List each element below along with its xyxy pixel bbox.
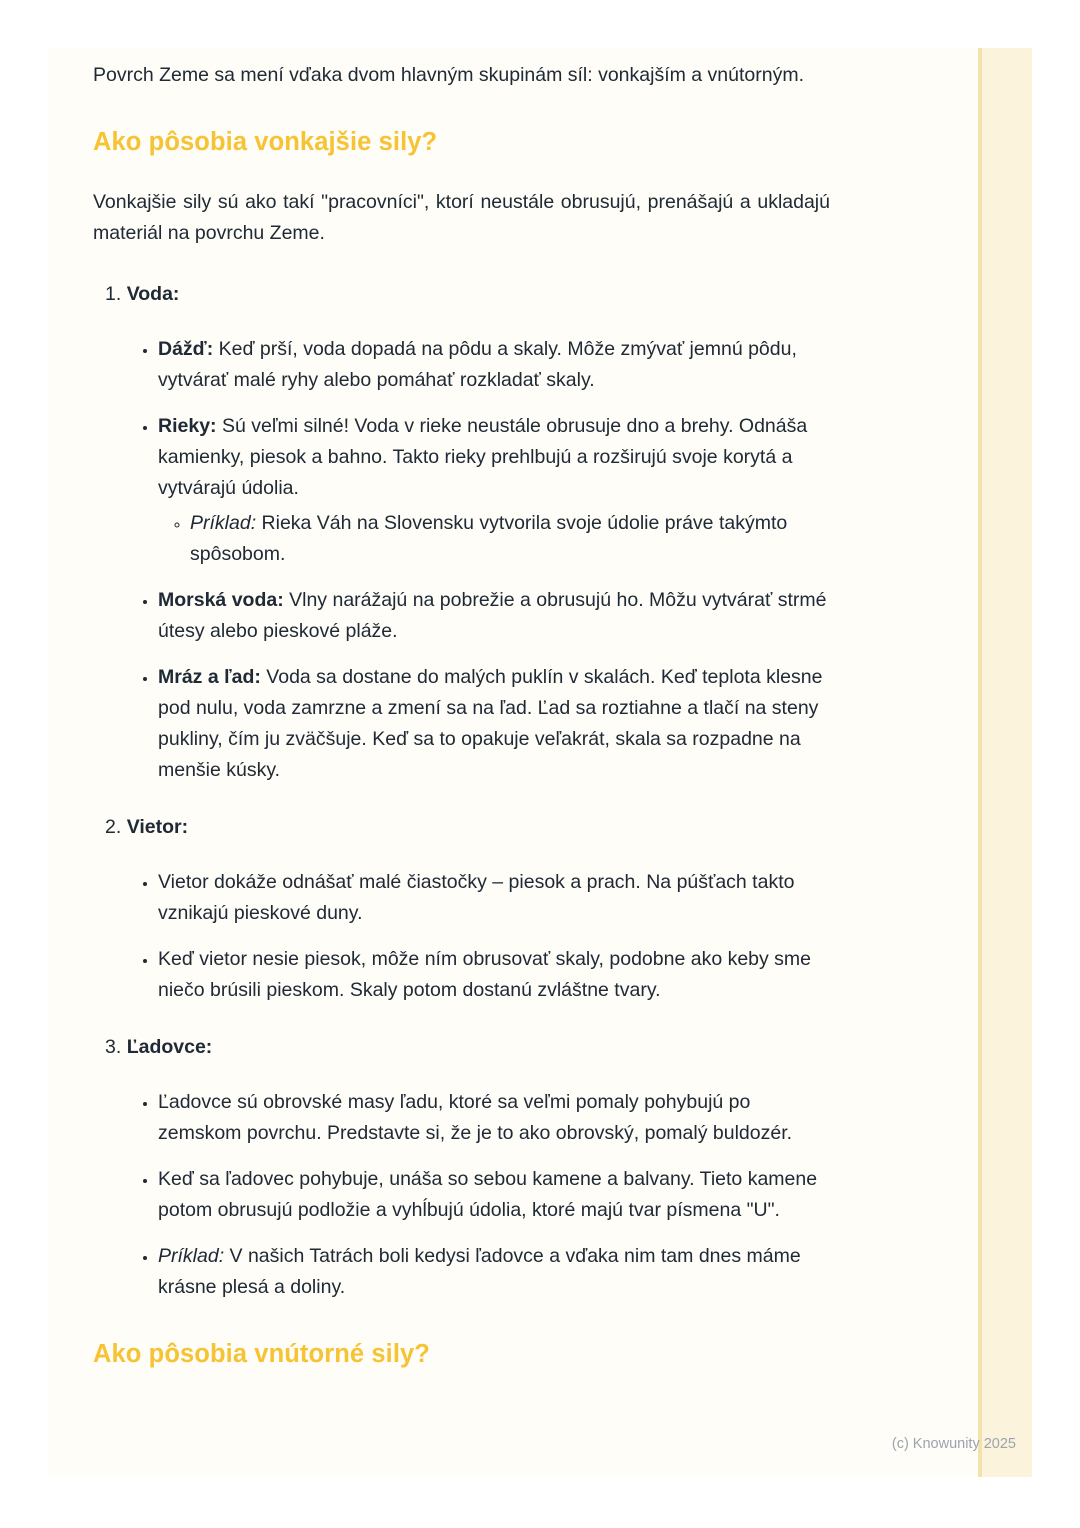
example-sublist	[158, 508, 830, 570]
list-item	[158, 585, 830, 647]
numbered-item-voda	[93, 279, 830, 310]
list-item	[158, 1164, 830, 1226]
bullet-term: Dážď:	[158, 338, 214, 360]
item-number: 2.	[105, 816, 122, 838]
list-item	[158, 411, 830, 570]
list-item	[158, 944, 830, 1006]
bullet-term: Morská voda:	[158, 589, 284, 611]
list-item	[190, 508, 830, 570]
item-title: Voda:	[126, 283, 180, 305]
item-title: Ľadovce:	[126, 1036, 213, 1058]
section-heading-external-forces: Ako pôsobia vonkajšie sily?	[93, 128, 438, 156]
bullet-text: Sú veľmi silné! Voda v rieke neustále obrusuje dno a brehy. Odnáša kamienky, piesok a bahno. Takto rieky prehlbujú a rozširujú svoje korytá a vytvárajú údolia.	[158, 415, 808, 499]
item-title: Vietor:	[126, 816, 189, 838]
example-label: Príklad:	[158, 1245, 225, 1267]
external-forces-lead: Vonkajšie sily sú ako takí "pracovníci", ktorí neustále obrusujú, prenášajú a ukladajú materiál na povrchu Zeme.	[93, 191, 830, 244]
list-item	[158, 867, 830, 929]
numbered-item-ladovce	[93, 1032, 830, 1063]
bullet-text: Keď prší, voda dopadá na pôdu a skaly. Môže zmývať jemnú pôdu, vytvárať malé ryhy alebo pomáhať rozkladať skaly.	[158, 338, 797, 391]
example-label: Príklad:	[190, 512, 257, 534]
intro-paragraph: Povrch Zeme sa mení vďaka dvom hlavným skupinám síl: vonkajším a vnútorným.	[93, 64, 804, 86]
bullet-text: Rieka Váh na Slovensku vytvorila svoje údolie práve takýmto spôsobom.	[190, 512, 788, 565]
vietor-bullet-list	[93, 867, 830, 1006]
bullet-text: Vlny narážajú na pobrežie a obrusujú ho. Môžu vytvárať strmé útesy alebo pieskové pláže.	[158, 589, 827, 642]
document-content	[93, 60, 830, 1399]
page-edge-stripe	[978, 48, 1032, 1477]
bullet-text: Keď vietor nesie piesok, môže ním obrusovať skaly, podobne ako keby sme niečo brúsili pieskom. Skaly potom dostanú zvláštne tvary.	[158, 948, 812, 1001]
bullet-text: Vietor dokáže odnášať malé čiastočky – piesok a prach. Na púšťach takto vznikajú pieskové duny.	[158, 871, 795, 924]
bullet-term: Mráz a ľad:	[158, 666, 261, 688]
document-page	[48, 48, 1032, 1477]
voda-bullet-list	[93, 334, 830, 786]
item-number: 1.	[105, 283, 122, 305]
section-heading-internal-forces: Ako pôsobia vnútorné sily?	[93, 1340, 430, 1368]
list-item	[158, 1087, 830, 1149]
ladovce-bullet-list	[93, 1087, 830, 1303]
item-number: 3.	[105, 1036, 122, 1058]
bullet-text: V našich Tatrách boli kedysi ľadovce a vďaka nim tam dnes máme krásne plesá a doliny.	[158, 1245, 801, 1298]
bullet-text: Ľadovce sú obrovské masy ľadu, ktoré sa veľmi pomaly pohybujú po zemskom povrchu. Predstavte si, že je to ako obrovský, pomalý buldozér.	[158, 1091, 793, 1144]
list-item	[158, 334, 830, 396]
list-item	[158, 662, 830, 786]
bullet-term: Rieky:	[158, 415, 217, 437]
list-item	[158, 1241, 830, 1303]
numbered-item-vietor	[93, 812, 830, 843]
copyright-watermark: (c) Knowunity 2025	[891, 1436, 1016, 1452]
bullet-text: Keď sa ľadovec pohybuje, unáša so sebou kamene a balvany. Tieto kamene potom obrusujú podložie a vyhĺbujú údolia, ktoré majú tvar písmena "U".	[158, 1168, 818, 1221]
bullet-text: Voda sa dostane do malých puklín v skalách. Keď teplota klesne pod nulu, voda zamrzne a zmení sa na ľad. Ľad sa roztiahne a tlačí na steny pukliny, čím ju zväčšuje. Keď sa to opakuje veľakrát, skala sa rozpadne na menšie kúsky.	[158, 666, 823, 781]
